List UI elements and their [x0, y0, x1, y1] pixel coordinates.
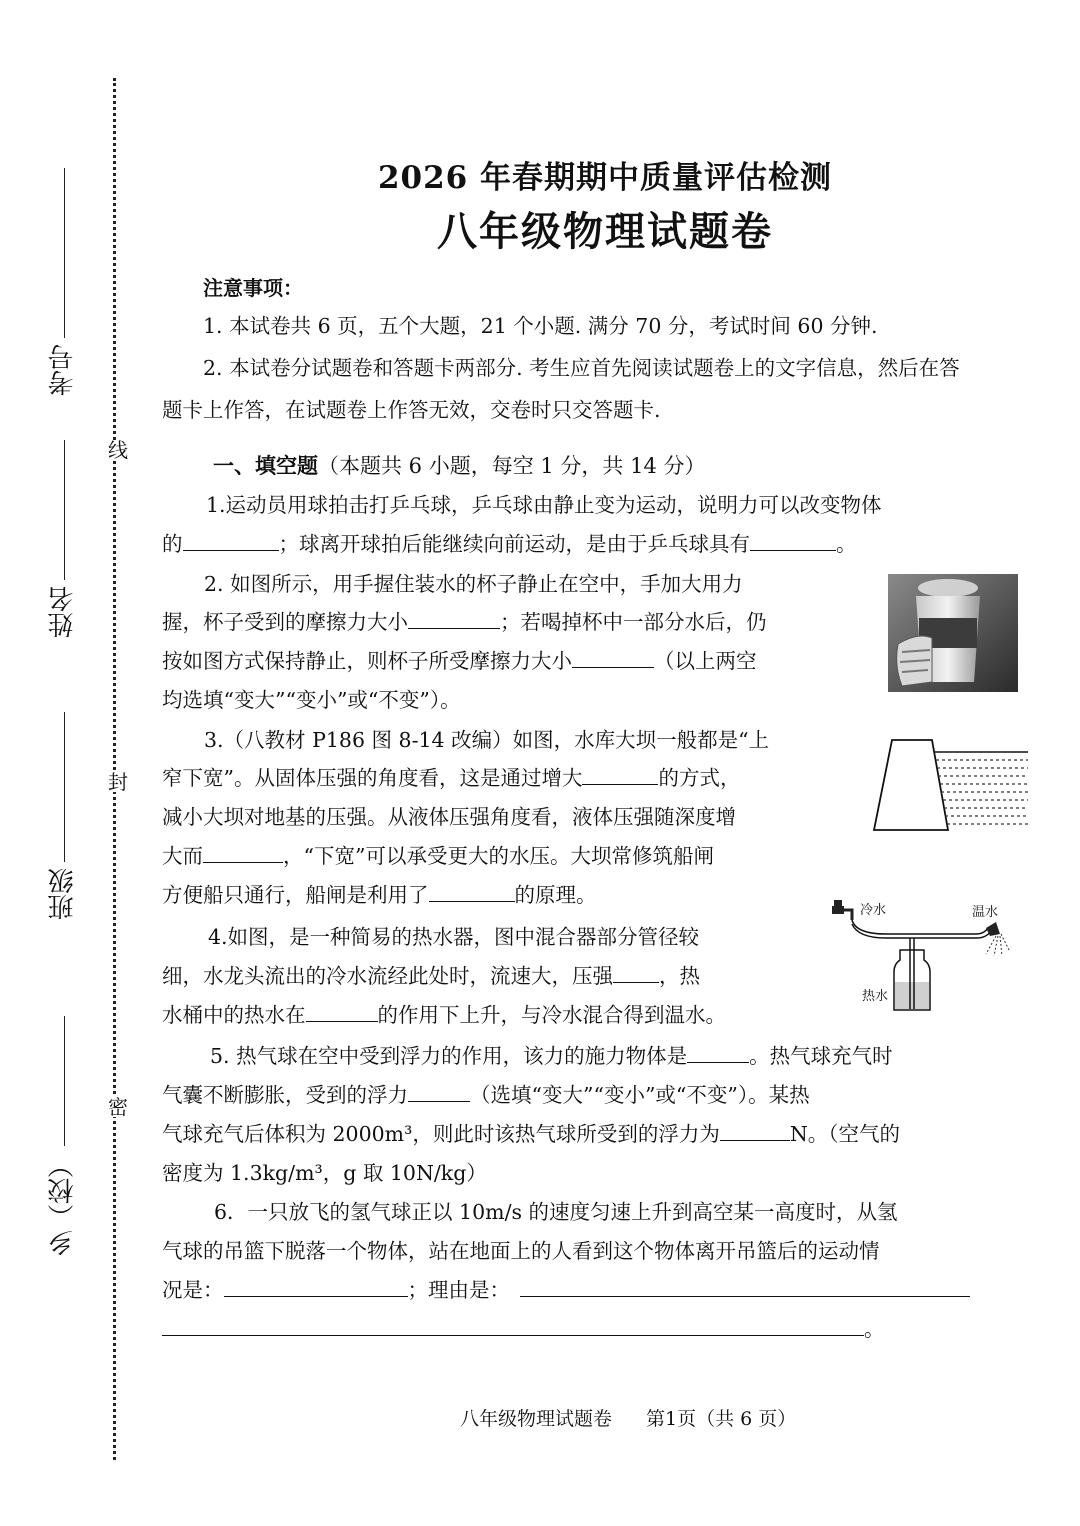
q2-text-c: 按如图方式保持静止，则杯子所受摩擦力大小 — [162, 649, 572, 673]
q3-text-b: 的方式， — [658, 766, 741, 790]
page-footer — [460, 1404, 796, 1431]
exam-title: 2026 年春期期中质量评估检测 — [377, 160, 833, 196]
q6-line-4 — [162, 1309, 885, 1349]
school-field[interactable] — [44, 1016, 84, 1256]
q6-blank-3[interactable] — [162, 1313, 864, 1336]
notice-heading: 注意事项： — [203, 276, 303, 300]
q1-line-2 — [162, 524, 857, 564]
binding-dotted-line — [113, 78, 116, 1460]
q6-line-3 — [162, 1270, 970, 1310]
section-1-heading — [213, 450, 706, 480]
dam-diagram — [870, 736, 1030, 836]
q3-text-f: 的原理。 — [514, 883, 597, 907]
footer-page-number: 第1页（共 6 页） — [646, 1408, 797, 1430]
q5-text-d: （选填“变大”“变小”或“不变”）。某热 — [470, 1083, 810, 1107]
q1-text-c: 。 — [836, 532, 857, 556]
q3-blank-2[interactable] — [203, 840, 283, 863]
q2-text-a: 握，杯子受到的摩擦力大小 — [162, 610, 408, 634]
water-heater-diagram — [826, 894, 1016, 1014]
section-1-title: 一、填空题 — [213, 454, 318, 478]
q4-blank-2[interactable] — [306, 999, 378, 1022]
hot-water-label: 热水 — [862, 989, 889, 1004]
q1-blank-2[interactable] — [750, 528, 836, 551]
q4-line-2 — [162, 956, 700, 996]
q3-text-a: 窄下宽”。从固体压强的角度看，这是通过增大 — [162, 766, 583, 790]
q6-blank-2[interactable] — [520, 1274, 970, 1297]
notice-item-2b: 题卡上作答，在试题卷上作答无效，交卷时只交答题卡. — [162, 398, 661, 422]
hand-cup-photo — [888, 574, 1018, 692]
q4-line-1: 4.如图，是一种简易的热水器，图中混合器部分管径较 — [208, 925, 700, 949]
footer-paper-name: 八年级物理试题卷 — [460, 1408, 613, 1430]
q2-text-d: （以上两空 — [654, 649, 757, 673]
q4-line-3 — [162, 995, 726, 1035]
q5-blank-1[interactable] — [687, 1040, 749, 1063]
notice-item-1: 1. 本试卷共 6 页，五个大题，21 个小题. 满分 70 分，考试时间 60 分钟. — [203, 314, 878, 338]
warm-water-label: 温水 — [972, 905, 999, 920]
q2-blank-1[interactable] — [408, 606, 500, 629]
name-field[interactable] — [44, 440, 84, 638]
cold-water-label: 冷水 — [860, 903, 887, 918]
q3-line-4 — [162, 836, 714, 876]
exam-no-label: 考号 — [48, 344, 79, 396]
q5-text-e: 气球充气后体积为 2000m³，则此时该热气球所受到的浮力为 — [162, 1122, 720, 1146]
q6-text-b: ；理由是： — [407, 1278, 510, 1302]
name-label: 姓名 — [48, 586, 79, 638]
q5-blank-2[interactable] — [408, 1079, 470, 1102]
q5-line-2 — [162, 1075, 810, 1115]
q3-text-d: ，“下宽”可以承受更大的水压。大坝常修筑船闸 — [283, 844, 714, 868]
seal-char-xian: 线 — [108, 438, 128, 462]
q6-line-2: 气球的吊篮下脱落一个物体，站在地面上的人看到这个物体离开吊篮后的运动情 — [162, 1239, 880, 1263]
tap-icon — [832, 900, 852, 920]
q5-line-4: 密度为 1.3kg/m³，g 取 10N/kg） — [162, 1161, 487, 1185]
q5-text-c: 气囊不断膨胀，受到的浮力 — [162, 1083, 408, 1107]
q3-text-c: 大而 — [162, 844, 203, 868]
q3-line-3: 减小大坝对地基的压强。从液体压强角度看，液体压强随深度增 — [162, 805, 736, 829]
q4-text-d: 的作用下上升，与冷水混合得到温水。 — [377, 1003, 726, 1027]
q1-text-b: ；球离开球拍后能继续向前运动，是由于乒乓球具有 — [278, 532, 750, 556]
q5-line-3 — [162, 1114, 900, 1154]
q2-line-2 — [162, 602, 767, 642]
school-label: 乡（校） — [48, 1152, 79, 1256]
q2-line-4: 均选填“变大”“变小”或“不变”）。 — [162, 688, 461, 712]
q3-line-2 — [162, 758, 740, 798]
q5-line-1 — [210, 1036, 893, 1076]
section-1-desc: （本题共 6 小题，每空 1 分，共 14 分） — [318, 454, 706, 478]
q3-text-e: 方便船只通行，船闸是利用了 — [162, 883, 429, 907]
q4-text-b: ，热 — [659, 964, 700, 988]
seal-char-feng: 封 — [108, 770, 128, 794]
q5-text-b: 。热气球充气时 — [749, 1044, 893, 1068]
q1-blank-1[interactable] — [183, 528, 279, 551]
q1-text-a: 的 — [162, 532, 183, 556]
q2-text-b: ；若喝掉杯中一部分水后，仍 — [500, 610, 767, 634]
exam-subtitle: 八年级物理试题卷 — [437, 208, 773, 255]
seal-char-mi: 密 — [108, 1095, 128, 1119]
class-label: 班级 — [48, 868, 79, 920]
q4-blank-1[interactable] — [613, 960, 659, 983]
q3-blank-3[interactable] — [429, 879, 515, 902]
q3-line-5 — [162, 875, 597, 915]
q6-line-1: 6．一只放飞的氢气球正以 10m/s 的速度匀速上升到高空某一高度时，从氢 — [214, 1200, 898, 1224]
q4-text-c: 水桶中的热水在 — [162, 1003, 306, 1027]
q2-line-3 — [162, 641, 757, 681]
q2-blank-2[interactable] — [572, 645, 654, 668]
q5-text-f: N。（空气的 — [789, 1122, 901, 1146]
q5-text-a: 5. 热气球在空中受到浮力的作用，该力的施力物体是 — [210, 1044, 688, 1068]
q3-blank-1[interactable] — [582, 762, 658, 785]
class-field[interactable] — [44, 712, 84, 920]
q4-text-a: 细，水龙头流出的冷水流经此处时，流速大，压强 — [162, 964, 613, 988]
q1-line-1: 1.运动员用球拍击打乒乓球，乒乓球由静止变为运动，说明力可以改变物体 — [206, 493, 882, 517]
q6-text-end: 。 — [864, 1317, 885, 1341]
q3-line-1: 3.（八教材 P186 图 8-14 改编）如图，水库大坝一般都是“上 — [204, 728, 770, 752]
q2-line-1: 2. 如图所示，用手握住装水的杯子静止在空中，手加大用力 — [204, 572, 743, 596]
q6-blank-1[interactable] — [224, 1274, 408, 1297]
q6-text-a: 况是： — [162, 1278, 224, 1302]
q5-blank-3[interactable] — [720, 1118, 790, 1141]
notice-item-2a: 2. 本试卷分试题卷和答题卡两部分. 考生应首先阅读试题卷上的文字信息，然后在答 — [203, 356, 960, 380]
